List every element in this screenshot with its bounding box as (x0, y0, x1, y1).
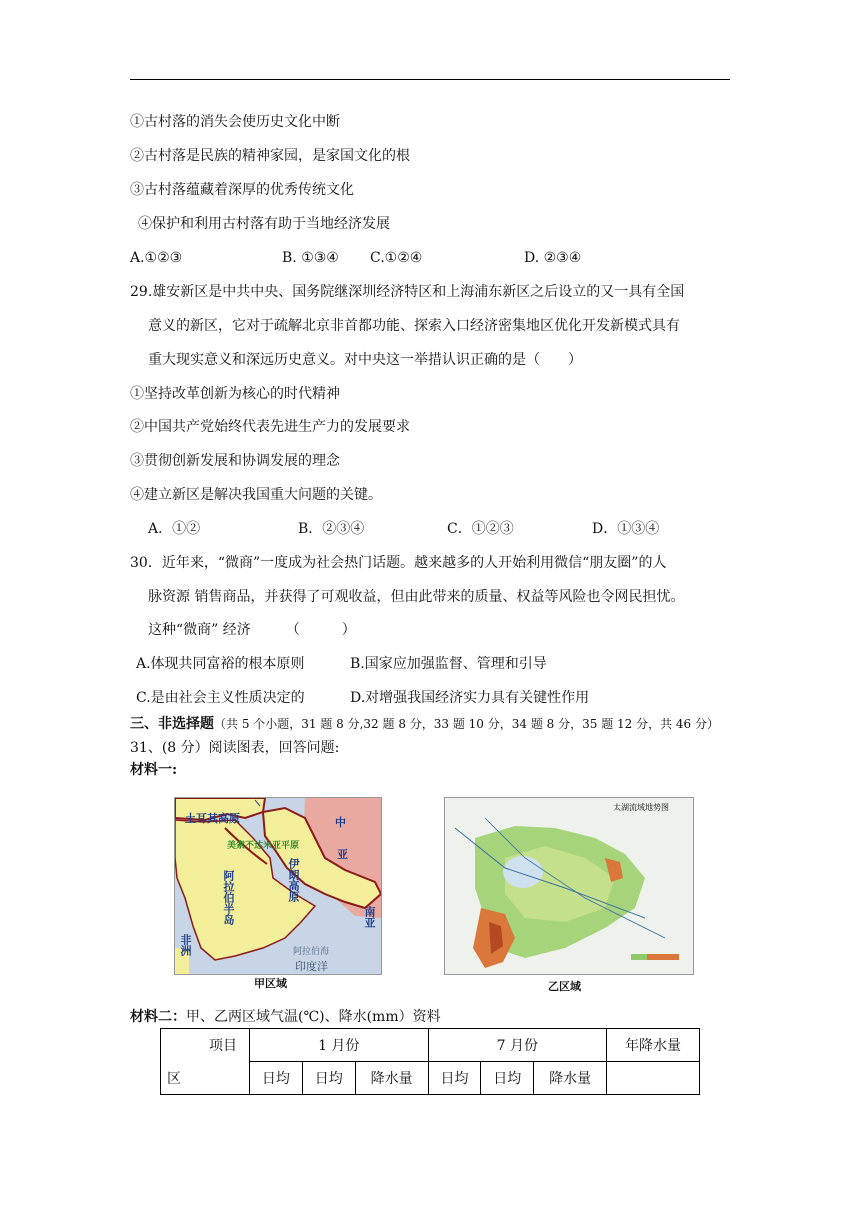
section-3-note: （共 5 个小题，31 题 8 分,32 题 8 分，33 题 10 分，34 题 8 分，35 题 12 分，共 46 分） (214, 717, 719, 731)
section-3-title: 三、非选择题 (130, 716, 214, 732)
q29-item-1: ①坚持改革创新为核心的时代精神 (130, 386, 340, 402)
q28-item-1: ①古村落的消失会使历史文化中断 (130, 114, 340, 130)
q30-option-d[interactable]: D.对增强我国经济实力具有关键性作用 (350, 690, 590, 706)
q30-option-b[interactable]: B.国家应加强监督、管理和引导 (350, 656, 547, 672)
map-a (174, 797, 382, 975)
table-sub-4: 日均 (428, 1062, 481, 1095)
table-sub-6: 降水量 (534, 1062, 607, 1095)
table-header-corner (161, 1029, 250, 1095)
q31-stem: 31、(8 分）阅读图表，回答问题: (130, 740, 340, 756)
q28-option-d[interactable]: D. ②③④ (524, 250, 582, 266)
q29-stem-2: 意义的新区，它对于疏解北京非首都功能、探索入口经济密集地区优化开发新模式具有 (148, 318, 680, 334)
header-rule (130, 79, 730, 80)
material-1-label: 材料一: (130, 762, 178, 778)
q28-option-a[interactable]: A.①②③ (130, 250, 183, 266)
table-jan: 1 月份 (250, 1029, 429, 1062)
map-a-label-tuerqi: 土耳其高原 (185, 812, 240, 825)
map-b-caption: 乙区域 (548, 980, 581, 993)
table-col-item: 项目 (209, 1038, 237, 1054)
map-b (444, 797, 694, 975)
q29-item-2: ②中国共产党始终代表先进生产力的发展要求 (130, 419, 410, 435)
map-a-label-yindu: 印度洋 (295, 960, 328, 973)
material-2-text: 甲、乙两区域气温(℃)、降水(mm）资料 (186, 1009, 441, 1025)
q30-stem-2: 脉资源 销售商品，并获得了可观收益，但由此带来的质量、权益等风险也令网民担忧。 (148, 589, 685, 605)
map-a-label-alabohai: 阿拉伯海 (293, 947, 330, 957)
q29-option-a[interactable]: A．①② (148, 521, 201, 537)
q29-item-4: ④建立新区是解决我国重大问题的关键。 (130, 487, 382, 503)
map-a-label-zhong: 中 (335, 816, 346, 829)
table-row-area: 区 (167, 1071, 181, 1087)
q29-stem-1: 29.雄安新区是中共中央、国务院继深圳经济特区和上海浦东新区之后设立的又一具有全国 (130, 284, 685, 300)
table-sub-5: 日均 (481, 1062, 534, 1095)
map-b-graphic (445, 798, 693, 974)
q28-option-b[interactable]: B. ①③④ (282, 250, 339, 266)
map-a-caption: 甲区域 (254, 977, 287, 990)
q29-item-3: ③贯彻创新发展和协调发展的理念 (130, 453, 340, 469)
map-b-title: 太湖流域地势图 (613, 803, 669, 812)
climate-table (160, 1028, 700, 1095)
table-sub-1: 日均 (250, 1062, 303, 1095)
q30-stem-3: 这种“微商” 经济 （ ） (148, 622, 356, 638)
material-2-line (130, 1007, 441, 1027)
q28-item-3: ③古村落蕴藏着深厚的优秀传统文化 (130, 182, 354, 198)
section-3-heading (130, 714, 719, 734)
table-sub-3: 降水量 (355, 1062, 428, 1095)
q30-option-a[interactable]: A.体现共同富裕的根本原则 (136, 656, 305, 672)
q29-stem-3: 重大现实意义和深远历史意义。对中央这一举措认识正确的是（ ） (148, 352, 582, 368)
q28-option-c[interactable]: C.①②④ (370, 250, 423, 266)
material-2-label: 材料二： (130, 1009, 186, 1025)
map-a-label-yilang: 伊朗高原 (287, 858, 300, 902)
q29-option-b[interactable]: B．②③④ (298, 521, 365, 537)
q29-option-c[interactable]: C．①②③ (447, 521, 514, 537)
map-a-label-nanya: 南亚 (363, 906, 376, 928)
q30-option-c[interactable]: C.是由社会主义性质决定的 (136, 690, 305, 706)
q30-stem-1: 30．近年来，“微商”一度成为社会热门话题。越来越多的人开始利用微信“朋友圈”的人 (130, 555, 667, 571)
table-annual: 年降水量 (607, 1029, 700, 1062)
table-sub-2: 日均 (302, 1062, 355, 1095)
map-a-label-meisuo: 美索不达米亚平原 (227, 841, 300, 851)
map-a-label-ya: 亚 (337, 848, 348, 861)
q28-item-4: ④保护和利用古村落有助于当地经济发展 (138, 216, 390, 232)
map-a-label-fei: 非洲 (179, 934, 192, 956)
table-jul: 7 月份 (428, 1029, 607, 1062)
q28-item-2: ②古村落是民族的精神家园，是家国文化的根 (130, 148, 410, 164)
q29-option-d[interactable]: D．①③④ (592, 521, 660, 537)
map-a-label-ala: 阿拉伯半岛 (222, 870, 235, 925)
table-annual-cell (607, 1062, 700, 1095)
